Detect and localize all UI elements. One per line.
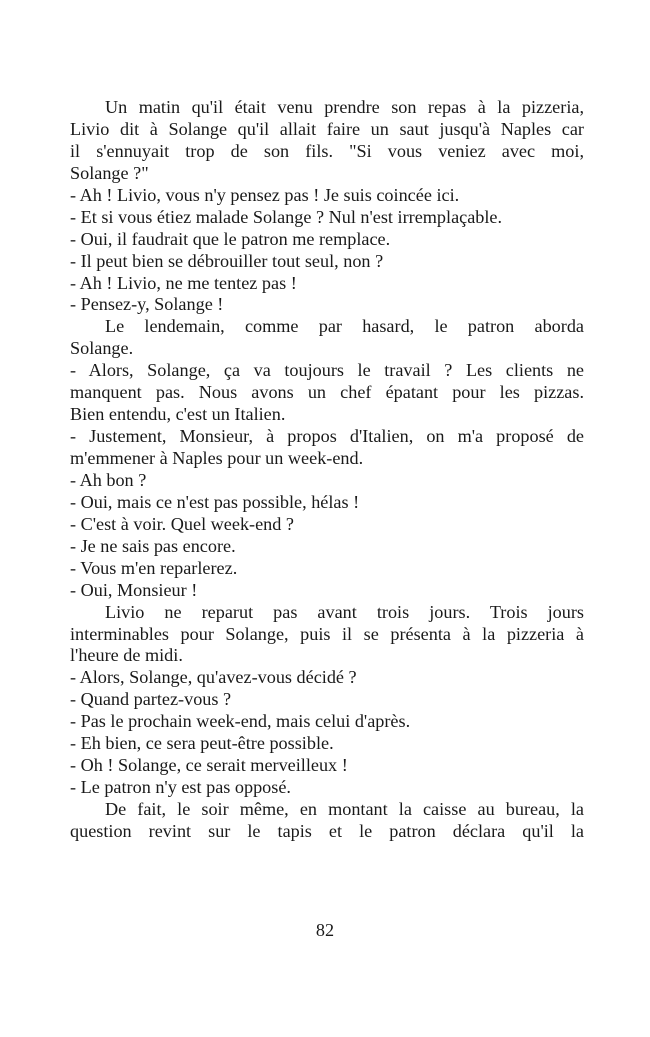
dialogue-line: - Pensez-y, Solange !: [70, 294, 224, 315]
text-line: Un matin qu'il était venu prendre son repas à la pizzeria,: [105, 97, 584, 117]
text-line: Solange.: [70, 338, 134, 359]
dialogue-line: - Oui, il faudrait que le patron me remplace.: [70, 228, 391, 249]
text-line: question revint sur le tapis et le patron déclara qu'il la: [70, 820, 584, 841]
dialogue-line: - C'est à voir. Quel week-end ?: [70, 513, 294, 534]
dialogue-line: - Il peut bien se débrouiller tout seul, non ?: [70, 250, 384, 271]
dialogue-line: - Alors, Solange, ça va toujours le travail ? Les clients ne: [70, 360, 584, 381]
dialogue-line: - Le patron n'y est pas opposé.: [70, 777, 291, 798]
page-body-text: [70, 97, 584, 843]
dialogue-line: - Ah ! Livio, vous n'y pensez pas ! Je suis coincée ici.: [70, 184, 460, 205]
dialogue-line: - Vous m'en reparlerez.: [70, 557, 238, 578]
text-line: il s'ennuyait trop de son fils. "Si vous veniez avec moi,: [70, 140, 584, 161]
dialogue-line: - Eh bien, ce sera peut-être possible.: [70, 733, 334, 754]
dialogue-line: Bien entendu, c'est un Italien.: [70, 404, 286, 425]
dialogue-line: - Je ne sais pas encore.: [70, 535, 236, 556]
dialogue-line: m'emmener à Naples pour un week-end.: [70, 448, 364, 468]
dialogue-line: - Oui, Monsieur !: [70, 579, 198, 600]
text-line: Livio dit à Solange qu'il allait faire un saut jusqu'à Naples car: [70, 118, 584, 139]
text-line: Livio ne reparut pas avant trois jours. Trois jours: [105, 601, 584, 622]
page-number: 82: [315, 920, 335, 940]
dialogue-line: - Oh ! Solange, ce serait merveilleux !: [70, 755, 348, 776]
dialogue-line: manquent pas. Nous avons un chef épatant pour les pizzas.: [70, 382, 584, 403]
text-line: interminables pour Solange, puis il se présenta à la pizzeria à: [70, 623, 584, 644]
text-line: Le lendemain, comme par hasard, le patron aborda: [105, 316, 584, 337]
text-line: Solange ?": [70, 162, 149, 183]
dialogue-line: - Justement, Monsieur, à propos d'Italien, on m'a proposé de: [70, 426, 584, 447]
dialogue-line: - Ah bon ?: [70, 469, 147, 490]
text-line: l'heure de midi.: [70, 645, 183, 666]
dialogue-line: - Alors, Solange, qu'avez-vous décidé ?: [70, 667, 357, 688]
dialogue-line: - Pas le prochain week-end, mais celui d'après.: [70, 711, 411, 732]
dialogue-line: - Ah ! Livio, ne me tentez pas !: [70, 272, 297, 293]
text-line: De fait, le soir même, en montant la caisse au bureau, la: [105, 799, 584, 819]
dialogue-line: - Et si vous étiez malade Solange ? Nul n'est irremplaçable.: [70, 206, 503, 227]
dialogue-line: - Oui, mais ce n'est pas possible, hélas !: [70, 491, 360, 512]
dialogue-line: - Quand partez-vous ?: [70, 689, 232, 710]
